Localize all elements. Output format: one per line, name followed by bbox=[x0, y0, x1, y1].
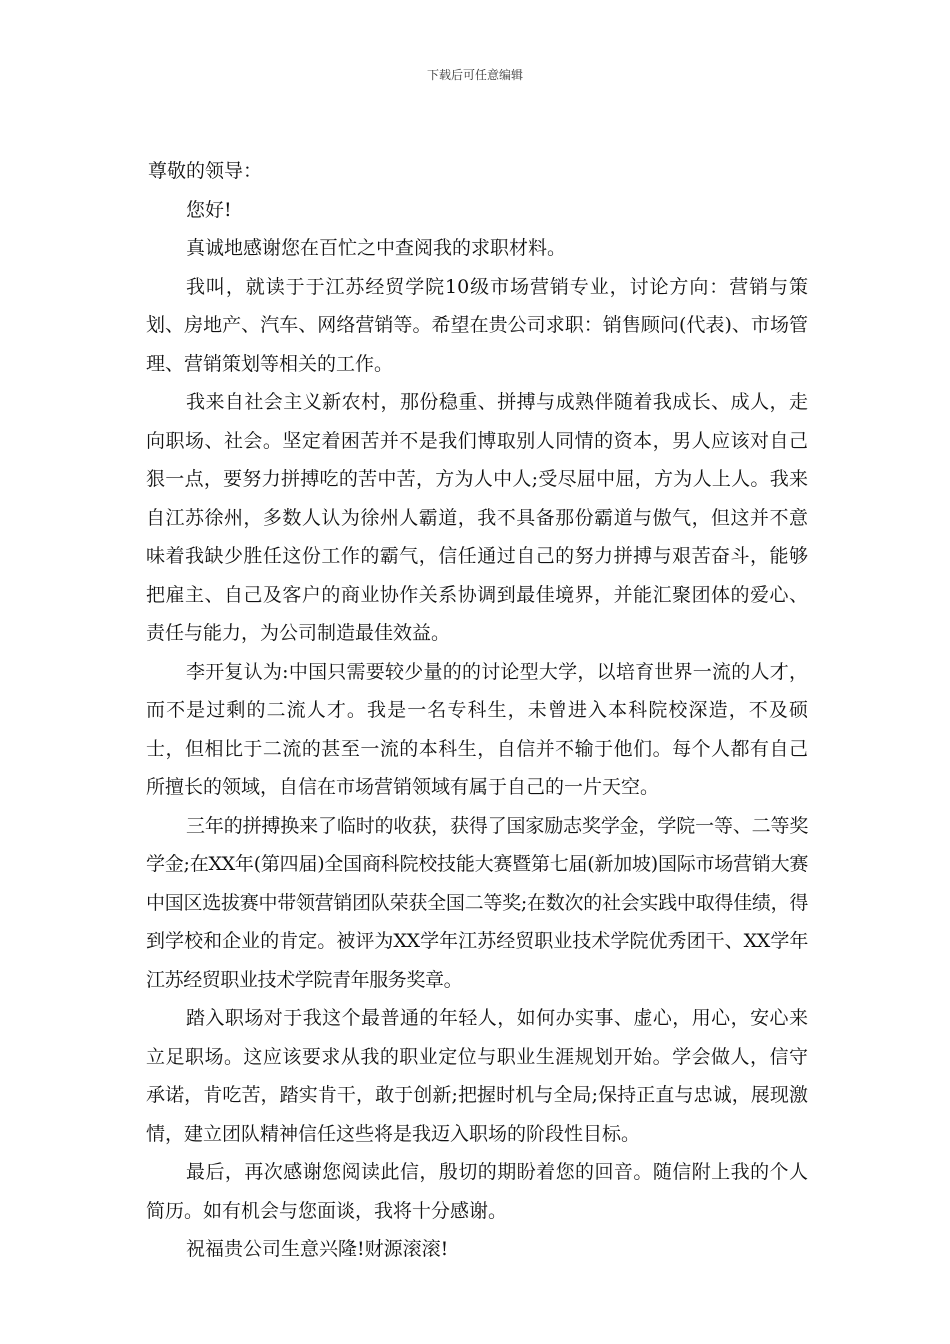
page-header-note: 下载后可任意编辑 bbox=[426, 68, 523, 82]
paragraph-education: 李开复认为:中国只需要较少量的的讨论型大学，以培育世界一流的人才，而不是过剩的二流人才。我是一名专科生，未曾进入本科院校深造，不及硕士，但相比于二流的甚至一流的本科生，自信并不输于他们。每个人都有自己所擅长的领域，自信在市场营销领域有属于自己的一片天空。 bbox=[146, 660, 808, 798]
greeting: 您好! bbox=[186, 198, 232, 221]
paragraph-career-goals: 踏入职场对于我这个最普通的年轻人，如何办实事、虚心，用心，安心来立足职场。这应该要求从我的职业定位与职业生涯规划开始。学会做人，信守承诺，肯吃苦，踏实肯干，敢于创新;把握时机与全局;保持正直与忠诚，展现激情，建立团队精神信任这些将是我迈入职场的阶段性目标。 bbox=[146, 1007, 808, 1145]
closing-wish: 祝福贵公司生意兴隆!财源滚滚! bbox=[186, 1238, 449, 1260]
salutation: 尊敬的领导： bbox=[148, 160, 263, 182]
letter-body bbox=[146, 152, 808, 1269]
thanks-line: 真诚地感谢您在百忙之中查阅我的求职材料。 bbox=[186, 237, 567, 259]
paragraph-introduction: 我叫，就读于于江苏经贸学院10级市场营销专业，讨论方向：营销与策划、房地产、汽车、网络营销等。希望在贵公司求职：销售顾问(代表)、市场管理、营销策划等相关的工作。 bbox=[146, 275, 808, 375]
paragraph-background: 我来自社会主义新农村，那份稳重、拼搏与成熟伴随着我成长、成人，走向职场、社会。坚定着困苦并不是我们博取别人同情的资本，男人应该对自己狠一点，要努力拼搏吃的苦中苦，方为人中人;受尽屈中屈，方为人上人。我来自江苏徐州，多数人认为徐州人霸道，我不具备那份霸道与傲气，但这并不意味着我缺少胜任这份工作的霸气，信任通过自己的努力拼搏与艰苦奋斗，能够把雇主、自己及客户的商业协作关系协调到最佳境界，并能汇聚团体的爱心、责任与能力，为公司制造最佳效益。 bbox=[146, 391, 808, 644]
paragraph-conclusion: 最后，再次感谢您阅读此信，殷切的期盼着您的回音。随信附上我的个人简历。如有机会与您面谈，我将十分感谢。 bbox=[146, 1161, 808, 1222]
paragraph-achievements: 三年的拼搏换来了临时的收获，获得了国家励志奖学金，学院一等、二等奖学金;在XX年(第四届)全国商科院校技能大赛暨第七届(新加坡)国际市场营销大赛中国区选拔赛中带领营销团队荣获全国二等奖;在数次的社会实践中取得佳绩，得到学校和企业的肯定。被评为XX学年江苏经贸职业技术学院优秀团干、XX学年江苏经贸职业技术学院青年服务奖章。 bbox=[146, 814, 808, 991]
